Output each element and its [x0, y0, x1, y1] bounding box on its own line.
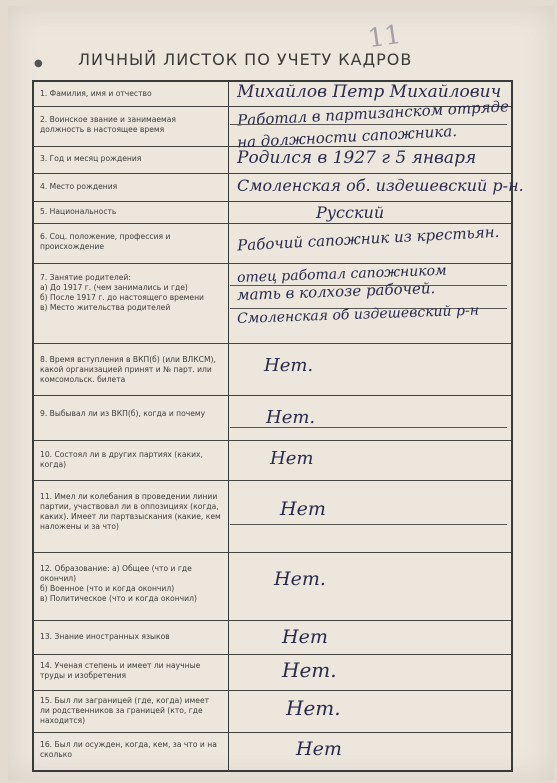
row-label: 4. Место рождения — [40, 182, 118, 191]
form-row-16 — [34, 732, 511, 770]
handwritten-answer: Нет — [270, 448, 314, 469]
handwritten-answer: Родился в 1927 г 5 января — [237, 148, 477, 168]
row-label: 6. Соц. положение, профессия и происхождение — [40, 232, 171, 251]
row-label: 14. Ученая степень и имеет ли научные труды и изобретения — [40, 661, 201, 680]
row-label: 3. Год и месяц рождения — [40, 154, 142, 163]
row-label: 7. Занятие родителей: а) До 1917 г. (чем занимались и где) б) После 1917 г. до настоящего времени в) Место жительства родителей — [40, 273, 204, 312]
row-label: 16. Был ли осужден, когда, кем, за что и на сколько — [40, 740, 217, 759]
form-row-13 — [34, 620, 511, 655]
row-label: 10. Состоял ли в других партиях (каких, когда) — [40, 450, 203, 469]
form-row-2 — [34, 97, 511, 152]
handwritten-answer: отец работал сапожником — [236, 262, 447, 286]
handwritten-answer: Русский — [316, 203, 385, 222]
handwritten-answer: Рабочий сапожник из крестьян. — [236, 222, 500, 255]
form-row-15 — [34, 690, 511, 733]
row-label: 2. Воинское звание и занимаемая должность в настоящее время — [40, 115, 177, 134]
handwritten-answer: Смоленская об издешевский р-н — [236, 302, 480, 327]
handwritten-answer: Нет. — [282, 658, 337, 682]
form-row-9 — [34, 395, 511, 441]
handwritten-answer: Нет. — [286, 696, 341, 720]
form-row-3 — [34, 146, 511, 174]
page-number: 11 — [366, 19, 404, 55]
handwritten-answer: Нет. — [274, 568, 326, 590]
handwritten-answer: Нет. — [264, 355, 314, 376]
row-label: 5. Национальность — [40, 207, 117, 216]
answer-line — [230, 524, 507, 525]
handwritten-answer: Нет — [296, 738, 342, 760]
row-label: 8. Время вступления в ВКП(б) (или ВЛКСМ), какой организацией принят и № парт. или комсомольск. билета — [40, 355, 216, 384]
answer-line — [230, 427, 507, 428]
form-row-6 — [34, 223, 511, 264]
document-page — [8, 6, 554, 780]
form-row-12 — [34, 552, 511, 621]
handwritten-answer: Михайлов Петр Михайлович — [237, 82, 502, 102]
form-row-7 — [34, 263, 511, 344]
row-label: 15. Был ли заграницей (где, когда) имеет ли родственников за границей (кто, где находится) — [40, 696, 210, 725]
form-row-8 — [34, 343, 511, 396]
form-row-11 — [34, 480, 511, 553]
form-row-4 — [34, 173, 524, 202]
row-label: 12. Образование: а) Общее (что и где окончил) б) Военное (что и когда окончил) в) Политическое (что и когда окончил) — [40, 564, 197, 603]
document-title: ЛИЧНЫЙ ЛИСТОК ПО УЧЕТУ КАДРОВ — [78, 50, 413, 69]
punch-hole-mark: ● — [34, 58, 43, 69]
handwritten-answer: Нет — [282, 626, 328, 648]
form-row-5 — [34, 201, 511, 224]
handwritten-answer: Нет. — [266, 407, 316, 428]
form-row-14 — [34, 654, 511, 691]
form-row-10 — [34, 440, 511, 481]
personnel-form-table — [32, 80, 524, 772]
row-label: 11. Имел ли колебания в проведении линии партии, участвовал ли в оппозициях (когда, каких). Имеет ли партвзыскания (какие, кем наложены и за что) — [40, 492, 221, 531]
handwritten-answer: на должности сапожника. — [236, 121, 458, 152]
handwritten-answer: Смоленская об. издешевский р-н. — [237, 176, 524, 195]
row-label: 1. Фамилия, имя и отчество — [40, 89, 152, 98]
row-label: 9. Выбывал ли из ВКП(б), когда и почему — [40, 409, 206, 418]
handwritten-answer: Работал в партизанском отряде — [236, 97, 510, 130]
handwritten-answer: Нет — [280, 498, 326, 520]
handwritten-answer: мать в колхозе рабочей. — [236, 279, 436, 304]
row-label: 13. Знание иностранных языков — [40, 632, 170, 641]
